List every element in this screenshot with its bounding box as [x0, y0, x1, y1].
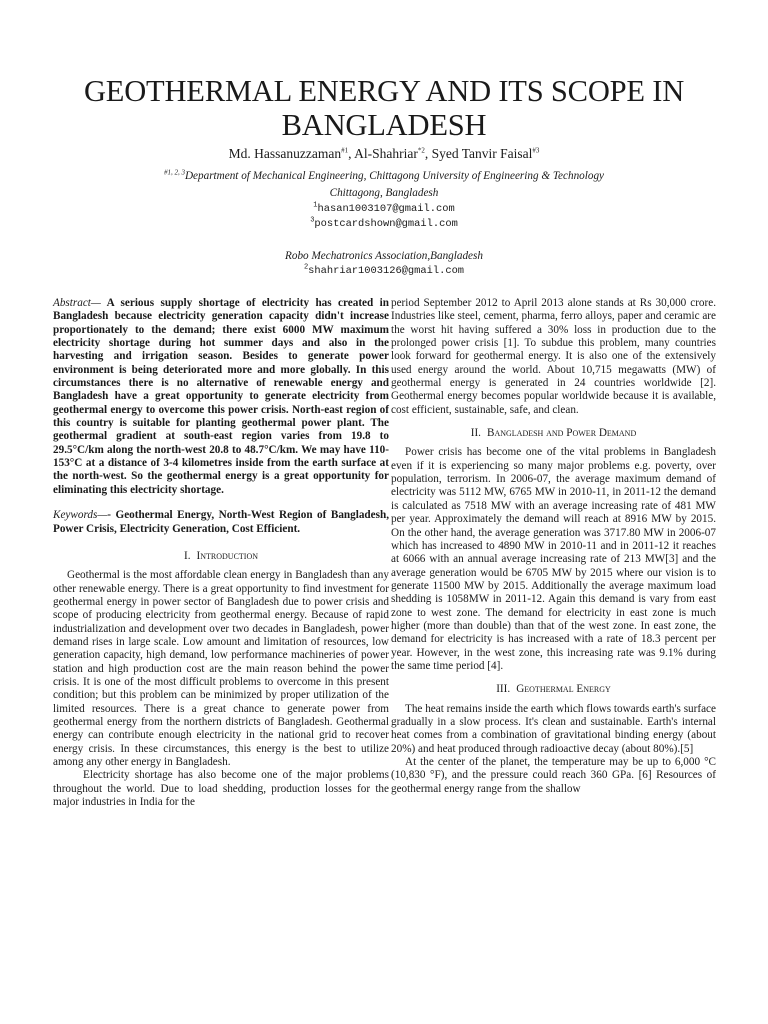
- author-1-email[interactable]: [40, 202, 728, 217]
- affiliation-1-line-2: Chittagong, Bangladesh: [329, 187, 439, 199]
- section-1-paragraph-3: period September 2012 to April 2013 alone stands at Rs 30,000 crore. Industries like steel, cement, pharma, ferro alloys, paper and ceramic are the worst hit having suffered a 30% loss in production due to the prolonged power crisis [1]. To subdue this problem, many countries look forward for geothermal energy. It is also one of the extensively used energy around the world. About 10,715 megawatts (MW) of geothermal energy is generated in 24 countries worldwide [2]. Geothermal energy becomes popular worldwide because it is available, cost efficient, sustainable, safe, and clean.: [391, 297, 716, 416]
- paper-title: [40, 74, 728, 142]
- section-1-paragraph-2: Electricity shortage has also become one of the major problems throughout the world. Due to load shedding, production losses for the major industries in India for the: [53, 769, 389, 809]
- affiliation-2-line-1: Robo Mechatronics Association,Bangladesh: [285, 250, 483, 262]
- author-2-email[interactable]: [40, 264, 728, 279]
- section-1-paragraph-1: Geothermal is the most affordable clean energy in Bangladesh than any other renewable energy. There is a great opportunity to find investment for geothermal energy in power sector of Bangladesh due to power crisis and scope of producing electricity from geothermal energy. Because of rapid industrialization and development over two decades in Bangladesh, power demand rises in large scale. Low amount and limitation of resources, low generation capacity, high demand, low performance machineries of power station and high production cost are the main reason behind the power crisis. It is one of the most difficult problems to overcome in this present condition; but this problem can be minimized by proper utilization of the limited resources. There is a great chance to generate power from geothermal energy from the northern districts of Bangladesh. Geothermal energy can contribute enough electricity in the national grid to recover energy crisis. In these circumstances, this energy is the best to utilize among any other energy in Bangladesh.: [53, 569, 389, 768]
- author-list: Md. Hassanuzzaman$^{\#1}$, Al-Shahriar$^{*2}$, Syed Tanvir Faisal$^{\#3}$: [228, 146, 540, 161]
- author-3-sup: #3: [532, 146, 540, 155]
- email-3-text: shahriar1003126@gmail.com: [308, 265, 465, 277]
- section-3-paragraph-1: The heat remains inside the earth which flows towards earth's surface gradually in a slow process. It's clean and sustainable. Earth's internal heat comes from a combination of gravitational binding energy (about 20%) and heat produced through radioactive decay (about 80%).[5]: [391, 702, 716, 755]
- section-1-number: I.: [183, 549, 191, 562]
- section-2-number: II.: [470, 427, 481, 440]
- email-1-sup: 1: [313, 201, 318, 210]
- left-column: [53, 297, 389, 809]
- keywords-label: Keywords—: [53, 509, 108, 522]
- section-2-title: Bangladesh and Power Demand: [486, 427, 637, 440]
- section-2-paragraph-1: Power crisis has become one of the vital problems in Bangladesh even if it is experiencing so many major problems e.g. poverty, over population, terrorism. In 2006-07, the average maximum demand of electricity was 5112 MW, 6765 MW in 2010-11, in 2011-12 the demand is calculated as 7518 MW with an average increasing rate of 481 MW per year. Approximately the demand will reach at 8916 MW by 2015. On the other hand, the average generation was 3717.80 MW in 2006-07 which has increased to 4890 MW in 2010-11 and in 2011-12 it reaches at 6066 with an annual average increasing rate of 213 MW[3] and the average generation would be 6705 MW by 2015 where our vision is to generate 11500 MW by 2015. Additionally the average maximum load shedding is 1058MW in 2011-12. Again this demand is vary from east zone to west zone. The demand for electricity in east zone is much higher (more than double) than that of the west zone. In east zone, the demand for electricity is has increased with a rate of 18.3 percent per year. However, in the west zone, this increasing rate was 9.1% during the same time period [4].: [391, 446, 716, 672]
- abstract-text: A serious supply shortage of electricity has created in Bangladesh because electricity generation capacity didn't increase proportionately to the demand; there exist 6000 MW maximum electricity shortage during hot summer days and also in the harvesting and irrigation season. Besides to generate power environment is being deteriorated more and more globally. In this circumstances there is no alternative of renewable energy and Bangladesh have a great opportunity to generate electricity from geothermal energy to overcome this power crisis. North-east region of this country is suitable for planting geothermal power plant. The geothermal gradient at south-east region varies from 19.8 to 29.5°C/km along the north-west 20.8 to 48.7°C/km. We may have 110-153°C at a distance of 3-4 kilometres inside from the earth surface at the north-west. So the geothermal energy is a great opportunity for eliminating this electricity shortage.: [53, 297, 389, 496]
- paper-title-line-1: GEOTHERMAL ENERGY AND ITS SCOPE IN: [83, 74, 685, 108]
- author-3-email[interactable]: [40, 217, 728, 232]
- section-3-paragraph-2: At the center of the planet, the temperature may be up to 6,000 °C (10,830 °F), and the pressure could reach 360 GPa. [6] Resources of geothermal energy range from the shallow: [391, 756, 716, 795]
- section-3-heading: [391, 683, 716, 696]
- right-column: [391, 297, 716, 796]
- section-2-heading: [391, 427, 716, 440]
- paper-title-line-2: BANGLADESH: [281, 108, 487, 142]
- keywords-text: - Geothermal Energy, North-West Region of Bangladesh, Power Crisis, Electricity Generation, Cost Efficient.: [53, 509, 389, 535]
- keywords: [53, 509, 389, 536]
- section-1-heading: [53, 550, 389, 563]
- email-2-text: postcardshown@gmail.com: [314, 218, 458, 230]
- author-1-name: Md. Hassanuzzaman: [228, 146, 342, 161]
- email-3-sup: 2: [303, 263, 309, 272]
- email-1-text: hasan1003107@gmail.com: [317, 203, 455, 215]
- section-3-number: III.: [496, 683, 511, 696]
- abstract: [53, 297, 389, 497]
- author-2-name: Al-Shahriar: [354, 146, 418, 161]
- section-1-title: Introduction: [196, 549, 259, 562]
- author-2-sup: *2: [417, 146, 425, 155]
- section-3-title: Geothermal Energy: [516, 683, 611, 696]
- affiliation-1-dept: Department of Mechanical Engineering, Chittagong University of Engineering & Technology: [184, 170, 605, 182]
- author-1-sup: #1: [341, 146, 349, 155]
- email-2-sup: 3: [310, 216, 315, 225]
- affiliation-1-sup: #1, 2, 3: [163, 168, 185, 177]
- abstract-label: Abstract—: [53, 297, 101, 309]
- affiliation-1-line-1: [40, 168, 728, 184]
- author-3-name: Syed Tanvir Faisal: [431, 146, 533, 161]
